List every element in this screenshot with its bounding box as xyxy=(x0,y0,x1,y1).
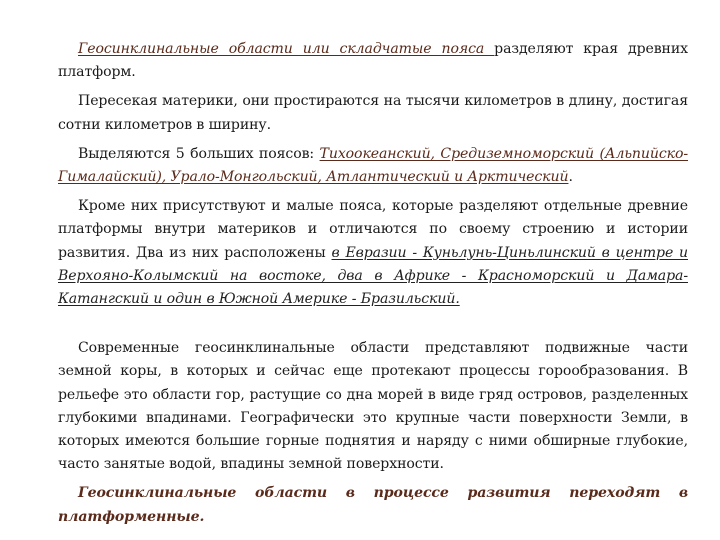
paragraph-4-text: Кроме них присутствуют и малые пояса, которые разделяют отдельные древние платформы внутри материков и отличаются по своему строению и истории развития. Два из них расположены xyxy=(58,198,688,261)
paragraph-5 xyxy=(58,337,688,476)
paragraph-1-text: разделяют края древних платформ. xyxy=(58,41,688,81)
paragraph-6 xyxy=(58,482,688,528)
emphasis-small-belts: в Евразии - Куньлунь-Циньлинский в центре и Верхояно-Колымский на востоке, два в Африке - Красноморский и Дамара-Катангский и один в Южной Америке - Бразильский. xyxy=(58,244,689,308)
emphasis-five-belts: Тихоокеанский, Средиземноморский (Альпийско-Гималайский), Урало-Монгольский, Атлантический и Арктический xyxy=(58,145,688,186)
paragraph-3-tail: . xyxy=(568,169,573,186)
paragraph-4 xyxy=(58,195,688,311)
paragraph-2 xyxy=(58,90,688,136)
paragraph-5-text: Современные геосинклинальные области представляют подвижные части земной коры, в которых и сейчас еще протекают процессы горообразования. В рельефе это области гор, растущие со дна морей в виде гряд островов, разделенных глубокими впадинами. Географически это крупные части поверхности Земли, в которых имеются большие горные поднятия и наряду с ними обширные глубокие, часто занятые водой, впадины земной поверхности. xyxy=(58,340,688,473)
paragraph-2-text: Пересекая материки, они простираются на тысячи километров в длину, достигая сотни километров в ширину. xyxy=(58,93,688,133)
emphasis-geosyncline-belts: Геосинклинальные области или складчатые пояса xyxy=(78,41,495,57)
paragraph-3 xyxy=(58,143,688,189)
emphasis-conclusion: Геосинклинальные области в процессе развития переходят в платформенные. xyxy=(58,485,688,525)
paragraph-1 xyxy=(58,38,688,84)
paragraph-3-lead: Выделяются 5 больших поясов: xyxy=(78,145,320,162)
